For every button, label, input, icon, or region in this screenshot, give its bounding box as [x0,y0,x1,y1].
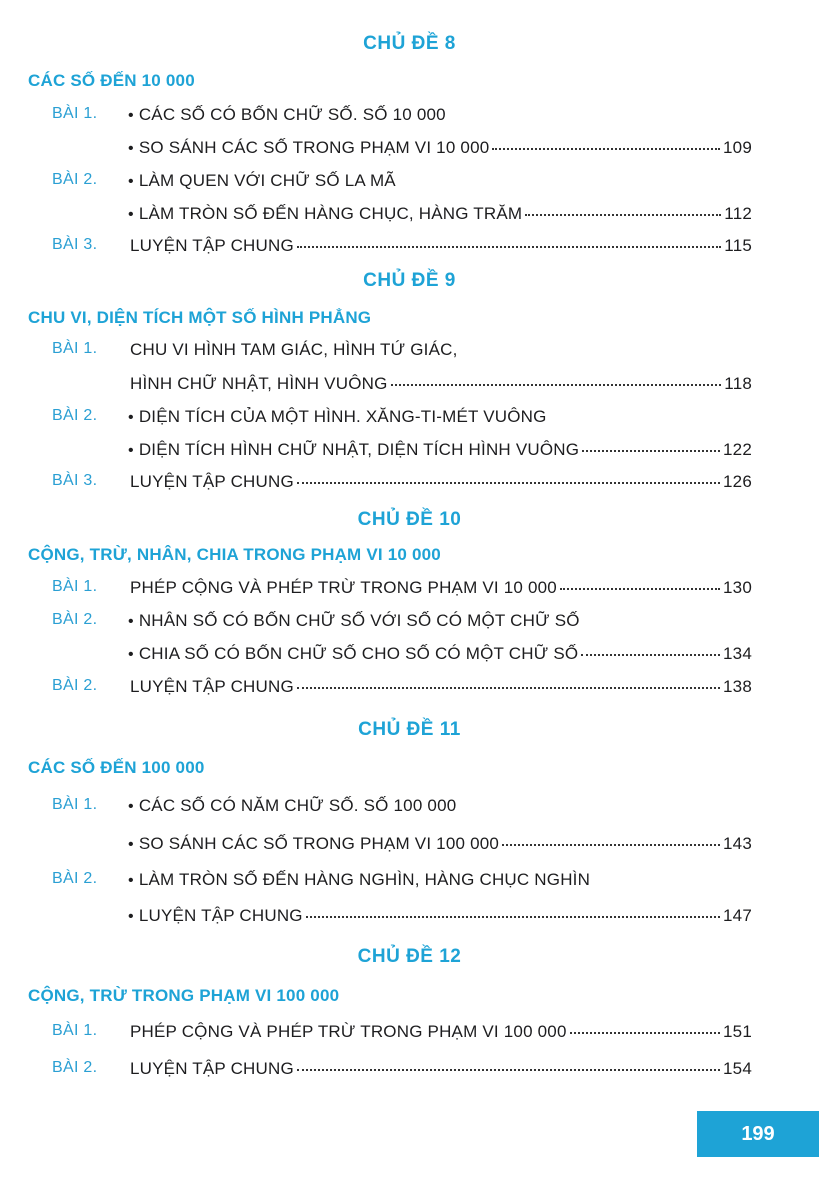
lesson-label: BÀI 1. [52,578,98,595]
bullet-icon: • [128,908,134,925]
lesson-label: BÀI 2. [52,870,98,887]
dot-leader [306,916,720,918]
entry-text: LÀM QUEN VỚI CHỮ SỐ LA MÃ [138,171,396,190]
toc-entry[interactable] [0,1022,819,1050]
dot-leader [560,588,720,590]
lesson-label: BÀI 2. [52,407,98,424]
page-ref: 122 [723,440,752,459]
page-ref: 118 [724,374,752,393]
entry-text: LUYỆN TẬP CHUNG [130,677,294,696]
bullet-icon: • [128,872,134,889]
entry-text: PHÉP CỘNG VÀ PHÉP TRỪ TRONG PHẠM VI 100 000 [130,1022,567,1041]
entry-text: HÌNH CHỮ NHẬT, HÌNH VUÔNG [130,374,388,393]
toc-entry[interactable] [0,906,819,934]
entry-text: DIỆN TÍCH CỦA MỘT HÌNH. XĂNG-TI-MÉT VUÔNG [138,407,547,426]
topic-heading: CHỦ ĐỀ 10 [357,509,462,530]
toc-entry[interactable] [0,340,819,368]
bullet-icon: • [128,798,134,815]
toc-entry[interactable] [0,578,819,606]
dot-leader [525,214,721,216]
entry-text: CHU VI HÌNH TAM GIÁC, HÌNH TỨ GIÁC, [130,340,458,359]
toc-entry[interactable] [0,204,819,232]
entry-text: CÁC SỐ CÓ NĂM CHỮ SỐ. SỐ 100 000 [138,796,457,815]
lesson-label: BÀI 2. [52,611,98,628]
toc-entry[interactable] [0,374,819,402]
page-number: 199 [741,1122,775,1145]
entry-text: LUYỆN TẬP CHUNG [130,472,294,491]
toc-entry[interactable] [0,644,819,672]
bullet-icon: • [128,613,134,630]
section-title: CỘNG, TRỪ, NHÂN, CHIA TRONG PHẠM VI 10 000 [28,545,441,564]
topic-heading: CHỦ ĐỀ 12 [357,946,462,967]
dot-leader [391,384,722,386]
entry-text: LUYỆN TẬP CHUNG [130,1059,294,1078]
toc-entry[interactable] [0,105,819,133]
toc-entry[interactable] [0,472,819,500]
page-ref: 147 [723,906,752,925]
section-title: CỘNG, TRỪ TRONG PHẠM VI 100 000 [28,986,340,1005]
bullet-icon: • [128,173,134,190]
entry-text: CÁC SỐ CÓ BỐN CHỮ SỐ. SỐ 10 000 [138,105,446,124]
dot-leader [297,482,720,484]
toc-entry[interactable] [0,796,819,824]
page-ref: 112 [724,204,752,223]
lesson-label: BÀI 1. [52,105,98,122]
bullet-icon: • [128,206,134,223]
section-title: CÁC SỐ ĐẾN 100 000 [28,758,205,777]
lesson-label: BÀI 3. [52,472,98,489]
bullet-icon: • [128,442,134,459]
page-ref: 126 [723,472,752,491]
lesson-label: BÀI 3. [52,236,98,253]
entry-text: SO SÁNH CÁC SỐ TRONG PHẠM VI 10 000 [138,138,490,157]
toc-entry[interactable] [0,138,819,166]
page-ref: 130 [723,578,752,597]
dot-leader [582,450,720,452]
toc-entry[interactable] [0,236,819,264]
bullet-icon: • [128,646,134,663]
toc-entry[interactable] [0,677,819,705]
dot-leader [297,1069,720,1071]
bullet-icon: • [128,107,134,124]
topic-heading: CHỦ ĐỀ 8 [363,33,456,54]
toc-entry[interactable] [0,870,819,898]
lesson-label: BÀI 2. [52,677,98,694]
page-ref: 109 [723,138,752,157]
page-ref: 134 [723,644,752,663]
toc-entry[interactable] [0,440,819,468]
bullet-icon: • [128,836,134,853]
toc-entry[interactable] [0,407,819,435]
entry-text: DIỆN TÍCH HÌNH CHỮ NHẬT, DIỆN TÍCH HÌNH VUÔNG [138,440,580,459]
entry-text: LUYỆN TẬP CHUNG [130,236,294,255]
lesson-label: BÀI 2. [52,171,98,188]
lesson-label: BÀI 1. [52,796,98,813]
lesson-label: BÀI 2. [52,1059,98,1076]
dot-leader [570,1032,720,1034]
page-ref: 154 [723,1059,752,1078]
entry-text: LÀM TRÒN SỐ ĐẾN HÀNG CHỤC, HÀNG TRĂM [138,204,523,223]
dot-leader [502,844,720,846]
page-number-badge [697,1111,819,1157]
section-title: CHU VI, DIỆN TÍCH MỘT SỐ HÌNH PHẲNG [28,308,372,327]
entry-text: PHÉP CỘNG VÀ PHÉP TRỪ TRONG PHẠM VI 10 000 [130,578,557,597]
entry-text: LUYỆN TẬP CHUNG [138,906,303,925]
section-title: CÁC SỐ ĐẾN 10 000 [28,71,195,90]
entry-text: SO SÁNH CÁC SỐ TRONG PHẠM VI 100 000 [138,834,500,853]
bullet-icon: • [128,409,134,426]
toc-entry[interactable] [0,171,819,199]
entry-text: LÀM TRÒN SỐ ĐẾN HÀNG NGHÌN, HÀNG CHỤC NGHÌN [138,870,591,889]
page-ref: 138 [723,677,752,696]
topic-heading: CHỦ ĐỀ 9 [363,270,456,291]
toc-entry[interactable] [0,834,819,862]
toc-entry[interactable] [0,1059,819,1087]
entry-text: CHIA SỐ CÓ BỐN CHỮ SỐ CHO SỐ CÓ MỘT CHỮ SỐ [138,644,579,663]
lesson-label: BÀI 1. [52,340,98,357]
page-ref: 115 [724,236,752,255]
page-ref: 143 [723,834,752,853]
page-ref: 151 [723,1022,752,1041]
dot-leader [581,654,720,656]
topic-heading: CHỦ ĐỀ 11 [358,719,461,740]
entry-text: NHÂN SỐ CÓ BỐN CHỮ SỐ VỚI SỐ CÓ MỘT CHỮ SỐ [138,611,580,630]
dot-leader [492,148,720,150]
dot-leader [297,687,720,689]
dot-leader [297,246,721,248]
lesson-label: BÀI 1. [52,1022,98,1039]
bullet-icon: • [128,140,134,157]
toc-entry[interactable] [0,611,819,639]
